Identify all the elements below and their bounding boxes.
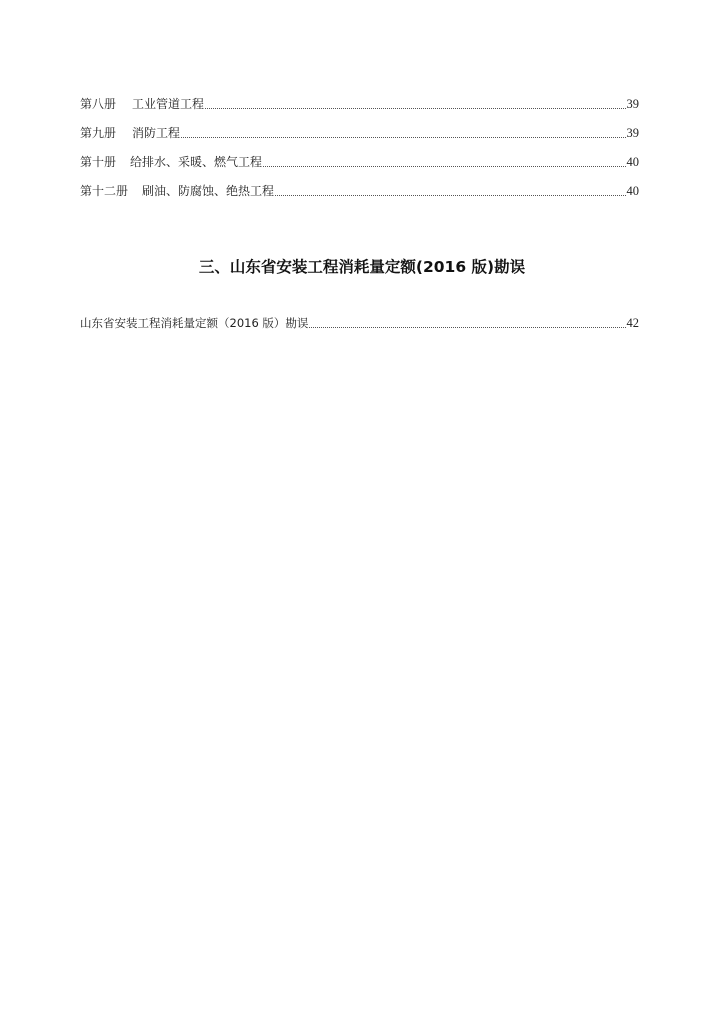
toc-entry-title: 给排水、采暖、燃气工程 bbox=[130, 155, 263, 169]
dotted-leader bbox=[275, 194, 625, 196]
toc-page-number: 40 bbox=[626, 184, 639, 198]
toc-entry-title: 刷油、防腐蚀、绝热工程 bbox=[142, 184, 275, 198]
dotted-leader bbox=[309, 326, 625, 328]
toc-entry[interactable] bbox=[80, 95, 639, 113]
section-heading: 三、山东省安装工程消耗量定额(2016 版)勘误 bbox=[198, 257, 526, 276]
errata-toc-entry[interactable] bbox=[80, 314, 639, 332]
toc-volume-label: 第八册 bbox=[80, 97, 117, 111]
toc-page-number: 39 bbox=[626, 97, 639, 111]
toc-volume-label: 第十二册 bbox=[80, 184, 129, 198]
toc-page-number: 42 bbox=[626, 316, 639, 330]
toc-volume-label: 第十册 bbox=[80, 155, 117, 169]
toc-entry-title: 工业管道工程 bbox=[132, 97, 205, 111]
toc-page-number: 39 bbox=[626, 126, 639, 140]
toc-entry[interactable] bbox=[80, 124, 639, 142]
dotted-leader bbox=[181, 136, 625, 138]
toc-entry-title: 消防工程 bbox=[132, 126, 181, 140]
dotted-leader bbox=[205, 107, 625, 109]
toc-page-number: 40 bbox=[626, 155, 639, 169]
toc-entry[interactable] bbox=[80, 153, 639, 171]
toc-entry[interactable] bbox=[80, 182, 639, 200]
dotted-leader bbox=[263, 165, 625, 167]
toc-entry-title: 山东省安装工程消耗量定额（2016 版）勘误 bbox=[80, 316, 309, 330]
toc-volume-label: 第九册 bbox=[80, 126, 117, 140]
